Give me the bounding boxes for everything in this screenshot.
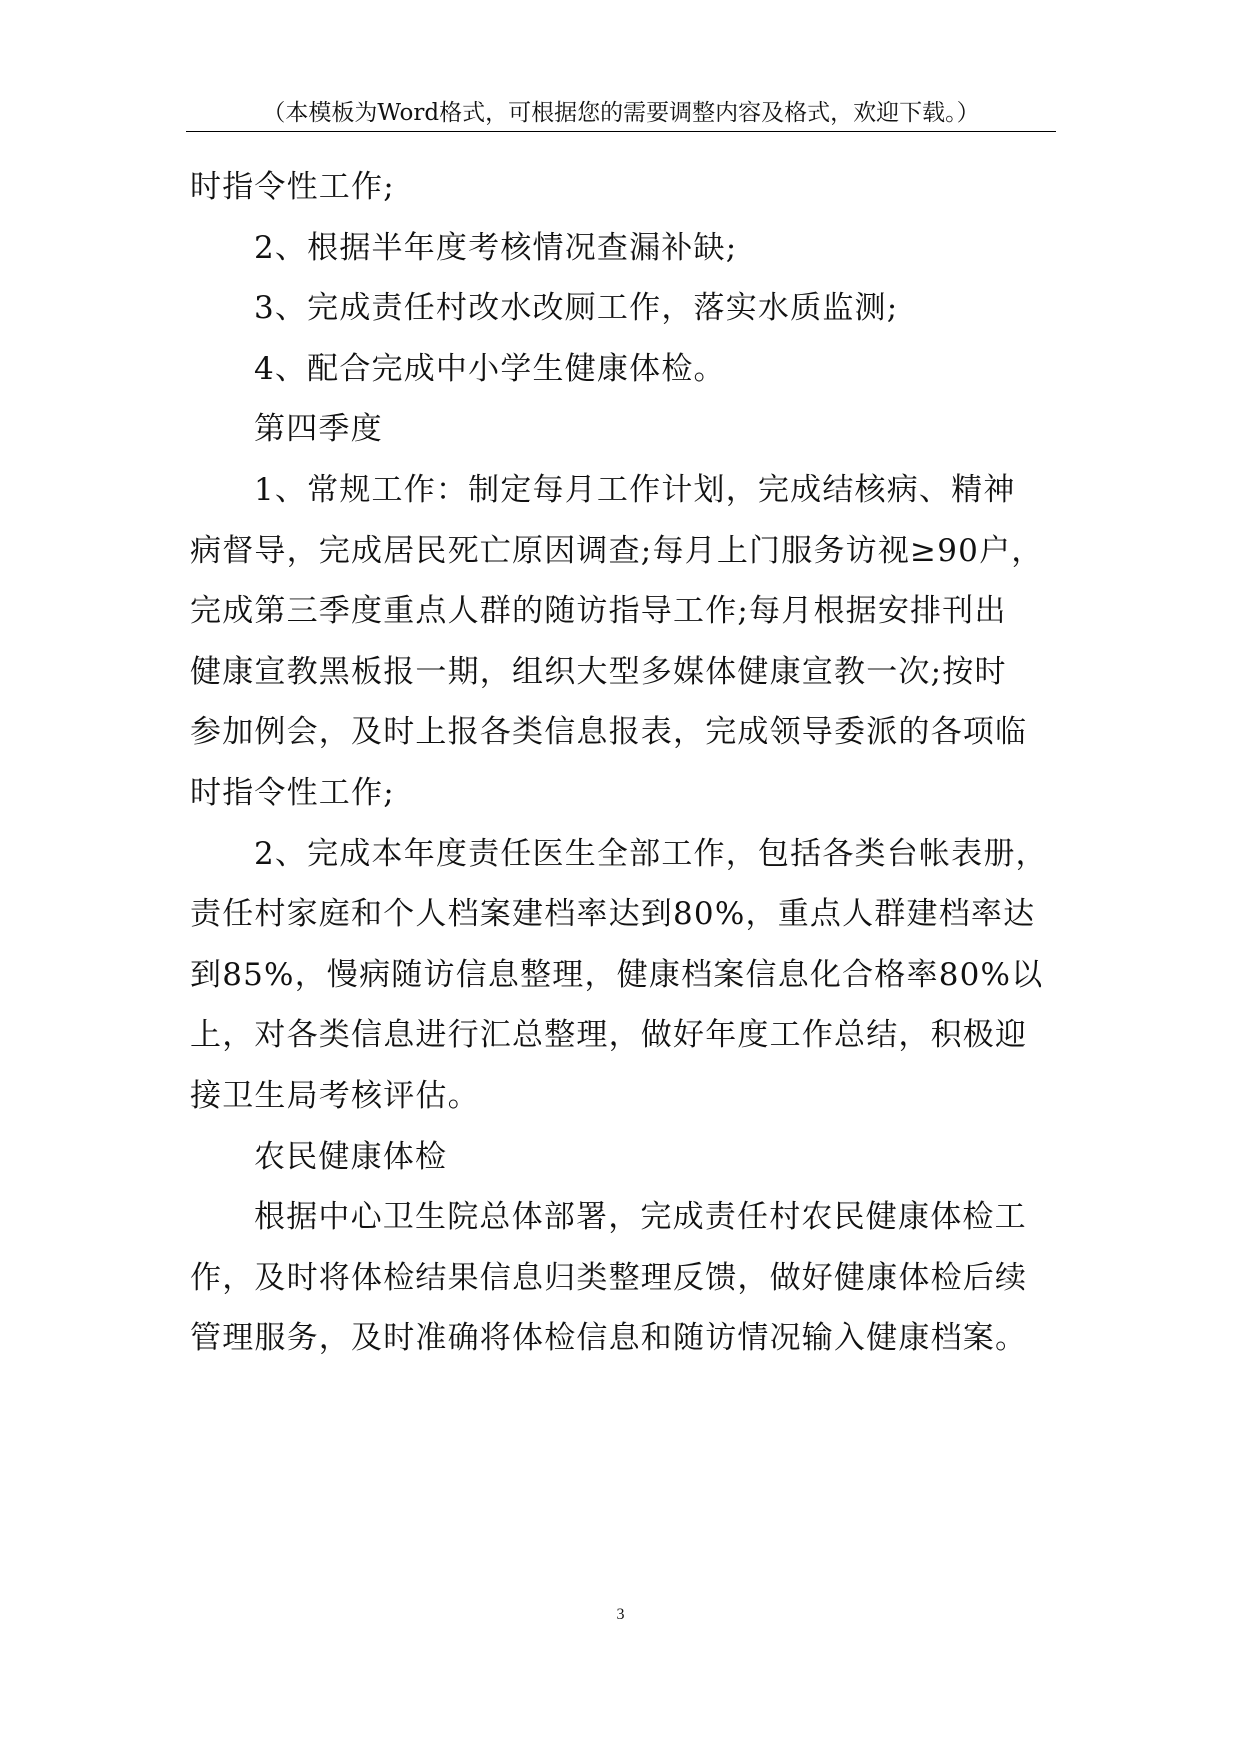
text-line: 4、配合完成中小学生健康体检。 [254,350,726,387]
text-line: 时指令性工作; [190,774,395,811]
text-line: 作，及时将体检结果信息归类整理反馈，做好健康体检后续 [190,1259,1028,1296]
text-line: 完成第三季度重点人群的随访指导工作;每月根据安排刊出 [190,593,1007,630]
section-heading: 第四季度 [254,411,383,448]
page-number: 3 [616,1606,625,1623]
section-heading: 农民健康体检 [254,1138,448,1175]
text-line: 1、常规工作：制定每月工作计划，完成结核病、精神 [254,471,1016,508]
text-line: 到85%，慢病随访信息整理，健康档案信息化合格率80%以 [190,956,1044,993]
header-divider [186,131,1056,132]
header-note: （本模板为Word格式，可根据您的需要调整内容及格式，欢迎下载。） [262,100,980,126]
text-line: 3、完成责任村改水改厕工作，落实水质监测; [254,290,899,327]
text-line: 2、完成本年度责任医生全部工作，包括各类台帐表册， [254,835,1048,872]
document-body [190,157,1070,1369]
text-line: 责任村家庭和个人档案建档率达到80%，重点人群建档率达 [190,896,1036,933]
text-line: 健康宣教黑板报一期，组织大型多媒体健康宣教一次;按时 [190,653,1007,690]
text-line: 时指令性工作; [190,169,395,205]
text-line: 接卫生局考核评估。 [190,1077,480,1114]
text-line: 2、根据半年度考核情况查漏补缺; [254,229,738,266]
text-line: 管理服务，及时准确将体检信息和随访情况输入健康档案。 [190,1320,1028,1357]
text-line: 病督导，完成居民死亡原因调查;每月上门服务访视≥90户， [190,532,1044,569]
text-line: 根据中心卫生院总体部署，完成责任村农民健康体检工 [254,1199,1027,1236]
text-line: 参加例会，及时上报各类信息报表，完成领导委派的各项临 [190,714,1028,751]
text-line: 上，对各类信息进行汇总整理，做好年度工作总结，积极迎 [190,1017,1028,1054]
